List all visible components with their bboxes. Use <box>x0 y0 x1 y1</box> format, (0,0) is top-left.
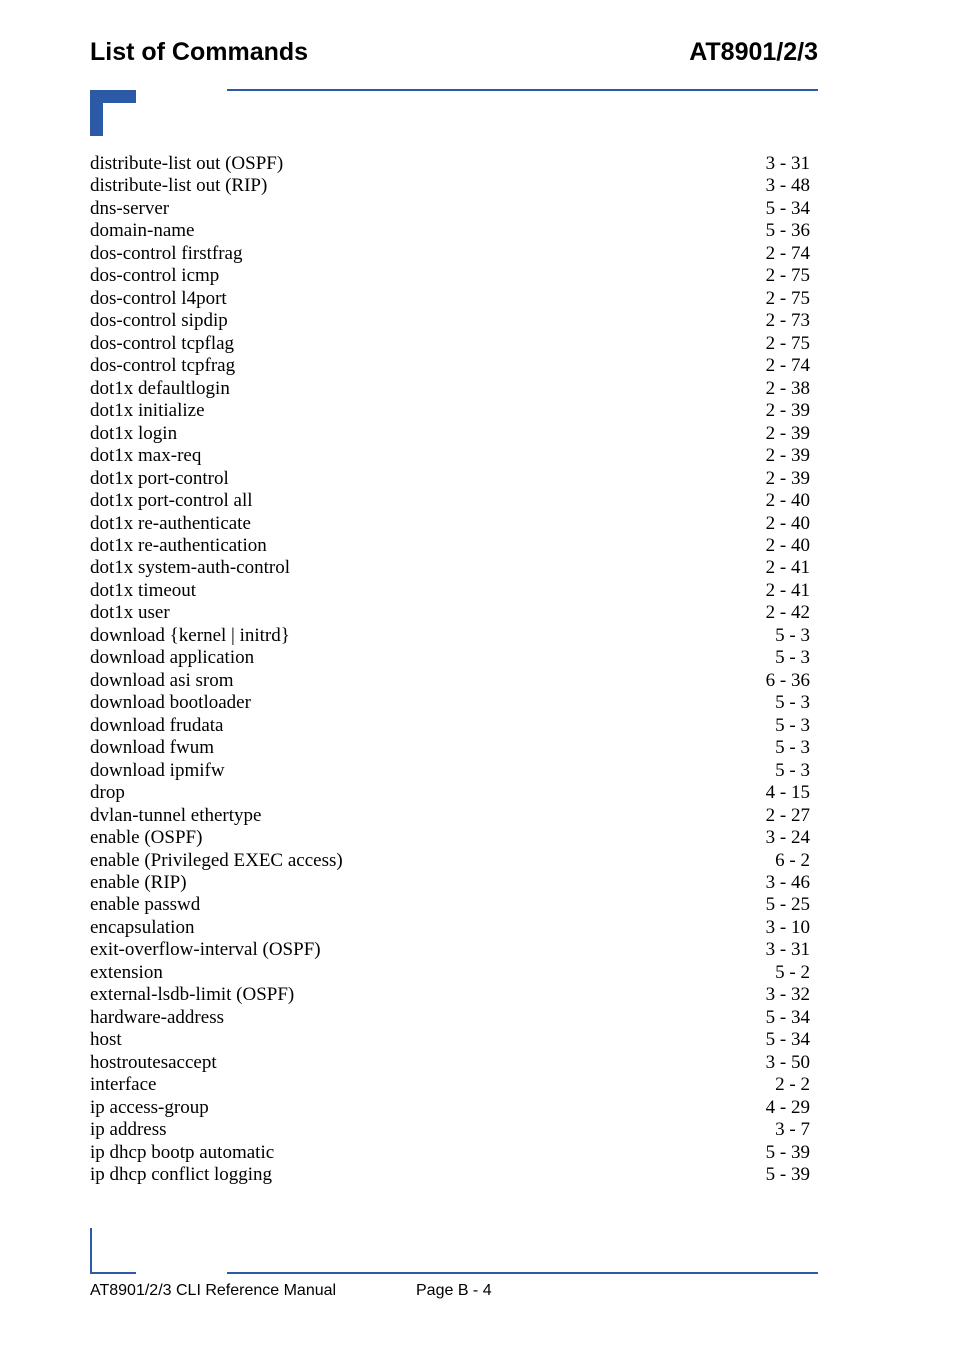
index-entry <box>90 355 810 377</box>
command-name: dos-control icmp <box>90 265 220 287</box>
command-name: dot1x initialize <box>90 400 205 422</box>
index-entry <box>90 962 810 984</box>
page-reference: 3 - 10 <box>765 916 810 938</box>
page-reference: 5 - 34 <box>765 1006 810 1028</box>
command-name: download ipmifw <box>90 759 225 781</box>
index-entry <box>90 288 810 310</box>
command-name: dos-control sipdip <box>90 310 228 332</box>
command-name: download fwum <box>90 737 215 759</box>
index-entry <box>90 1029 810 1051</box>
page-reference: 5 - 39 <box>765 1141 810 1163</box>
command-name: dvlan-tunnel ethertype <box>90 804 262 826</box>
index-entry <box>90 378 810 400</box>
command-name: download bootloader <box>90 692 251 714</box>
command-name: enable (OSPF) <box>90 827 203 849</box>
page-reference: 2 - 27 <box>765 804 810 826</box>
index-entry <box>90 490 810 512</box>
index-entry <box>90 153 810 175</box>
page-reference: 5 - 2 <box>775 961 810 983</box>
page-reference: 5 - 3 <box>775 647 810 669</box>
index-entry <box>90 580 810 602</box>
header-rule <box>227 89 818 91</box>
command-name: dot1x user <box>90 602 170 624</box>
index-entry <box>90 445 810 467</box>
command-name: domain-name <box>90 220 195 242</box>
index-entry <box>90 513 810 535</box>
index-entry <box>90 535 810 557</box>
page-reference: 5 - 3 <box>775 692 810 714</box>
page-reference: 5 - 25 <box>765 894 810 916</box>
product-name: AT8901/2/3 <box>689 38 818 66</box>
index-entry <box>90 557 810 579</box>
command-name: dot1x defaultlogin <box>90 377 230 399</box>
index-entry <box>90 1164 810 1186</box>
page-reference: 3 - 31 <box>765 939 810 961</box>
command-name: dot1x port-control <box>90 467 229 489</box>
page-reference: 5 - 34 <box>765 1029 810 1051</box>
page-reference: 3 - 31 <box>765 153 810 174</box>
footer-manual-title: AT8901/2/3 CLI Reference Manual <box>90 1282 337 1299</box>
page-reference: 5 - 3 <box>775 624 810 646</box>
command-name: dot1x re-authentication <box>90 534 267 556</box>
index-entry <box>90 917 810 939</box>
index-entry <box>90 198 810 220</box>
page-reference: 3 - 50 <box>765 1051 810 1073</box>
page-reference: 4 - 29 <box>765 1096 810 1118</box>
corner-mark-bottom-horizontal <box>90 1272 136 1274</box>
page-reference: 3 - 24 <box>765 827 810 849</box>
page-reference: 2 - 40 <box>765 490 810 512</box>
index-entry <box>90 220 810 242</box>
page-reference: 2 - 74 <box>765 355 810 377</box>
footer-rule <box>227 1272 818 1274</box>
index-entry <box>90 1007 810 1029</box>
index-entry <box>90 1097 810 1119</box>
page-reference: 2 - 38 <box>765 377 810 399</box>
page-reference: 2 - 74 <box>765 242 810 264</box>
command-name: dos-control l4port <box>90 287 227 309</box>
command-name: exit-overflow-interval (OSPF) <box>90 939 321 961</box>
command-name: ip dhcp conflict logging <box>90 1164 273 1186</box>
page-reference: 5 - 36 <box>765 220 810 242</box>
page-reference: 2 - 75 <box>765 287 810 309</box>
index-entry <box>90 1142 810 1164</box>
index-entry <box>90 894 810 916</box>
page-reference: 3 - 7 <box>775 1119 810 1141</box>
command-name: drop <box>90 782 125 804</box>
command-name: ip access-group <box>90 1096 209 1118</box>
command-name: download {kernel | initrd} <box>90 624 290 646</box>
command-name: dot1x re-authenticate <box>90 512 251 534</box>
index-entry <box>90 625 810 647</box>
page-reference: 2 - 75 <box>765 332 810 354</box>
page-reference: 3 - 48 <box>765 175 810 197</box>
command-name: dot1x max-req <box>90 445 202 467</box>
page-reference: 2 - 75 <box>765 265 810 287</box>
command-name: external-lsdb-limit (OSPF) <box>90 984 295 1006</box>
index-entry <box>90 939 810 961</box>
command-name: extension <box>90 961 163 983</box>
index-entry <box>90 1074 810 1096</box>
command-index-list <box>90 153 810 1187</box>
index-entry <box>90 400 810 422</box>
index-entry <box>90 984 810 1006</box>
page-reference: 2 - 73 <box>765 310 810 332</box>
page-reference: 5 - 39 <box>765 1164 810 1186</box>
page-title: List of Commands <box>90 38 309 66</box>
index-entry <box>90 265 810 287</box>
command-name: dns-server <box>90 197 170 219</box>
command-name: host <box>90 1029 122 1051</box>
index-entry <box>90 850 810 872</box>
index-entry <box>90 872 810 894</box>
command-name: distribute-list out (OSPF) <box>90 153 284 174</box>
page-reference: 4 - 15 <box>765 782 810 804</box>
page-reference: 2 - 39 <box>765 467 810 489</box>
index-entry <box>90 310 810 332</box>
page-reference: 3 - 46 <box>765 872 810 893</box>
index-entry <box>90 715 810 737</box>
index-entry <box>90 737 810 759</box>
index-entry <box>90 1052 810 1074</box>
page-reference: 5 - 3 <box>775 714 810 736</box>
command-name: interface <box>90 1074 157 1096</box>
command-name: dot1x login <box>90 422 178 444</box>
command-name: dos-control firstfrag <box>90 242 243 264</box>
command-name: dot1x system-auth-control <box>90 557 290 579</box>
command-name: download application <box>90 647 255 669</box>
index-entry <box>90 602 810 624</box>
page-reference: 2 - 40 <box>765 512 810 534</box>
page-reference: 5 - 3 <box>775 759 810 781</box>
command-name: distribute-list out (RIP) <box>90 175 268 197</box>
command-name: enable (Privileged EXEC access) <box>90 849 343 871</box>
command-name: hardware-address <box>90 1006 224 1028</box>
page-reference: 2 - 42 <box>765 602 810 624</box>
index-entry <box>90 1119 810 1141</box>
command-name: hostroutesaccept <box>90 1051 217 1073</box>
page-reference: 3 - 32 <box>765 984 810 1006</box>
command-name: ip dhcp bootp automatic <box>90 1141 275 1163</box>
footer-page-number: Page B - 4 <box>416 1282 492 1299</box>
page-reference: 2 - 39 <box>765 422 810 444</box>
index-entry <box>90 782 810 804</box>
index-entry <box>90 670 810 692</box>
command-name: dos-control tcpfrag <box>90 355 236 377</box>
index-entry <box>90 423 810 445</box>
command-name: enable (RIP) <box>90 872 187 893</box>
page-reference: 5 - 3 <box>775 737 810 759</box>
command-name: encapsulation <box>90 916 195 938</box>
command-name: download frudata <box>90 714 224 736</box>
command-name: dot1x port-control all <box>90 490 253 512</box>
page-reference: 2 - 39 <box>765 445 810 467</box>
corner-mark-top-vertical <box>90 90 103 136</box>
page-reference: 2 - 41 <box>765 557 810 579</box>
index-entry <box>90 243 810 265</box>
page-reference: 2 - 39 <box>765 400 810 422</box>
index-entry <box>90 333 810 355</box>
corner-mark-bottom-vertical <box>90 1228 92 1274</box>
page-reference: 5 - 34 <box>765 197 810 219</box>
command-name: dos-control tcpflag <box>90 332 235 354</box>
page-reference: 2 - 41 <box>765 579 810 601</box>
index-entry <box>90 692 810 714</box>
index-entry <box>90 805 810 827</box>
page-reference: 6 - 36 <box>765 669 810 691</box>
command-name: download asi srom <box>90 669 234 691</box>
index-entry <box>90 827 810 849</box>
command-name: dot1x timeout <box>90 579 197 601</box>
page-reference: 2 - 40 <box>765 534 810 556</box>
page-reference: 6 - 2 <box>775 849 810 871</box>
command-name: ip address <box>90 1119 167 1141</box>
index-entry <box>90 760 810 782</box>
page-reference: 2 - 2 <box>775 1074 810 1096</box>
index-entry <box>90 468 810 490</box>
index-entry <box>90 647 810 669</box>
index-entry <box>90 175 810 197</box>
corner-mark-top <box>90 90 136 136</box>
command-name: enable passwd <box>90 894 201 916</box>
